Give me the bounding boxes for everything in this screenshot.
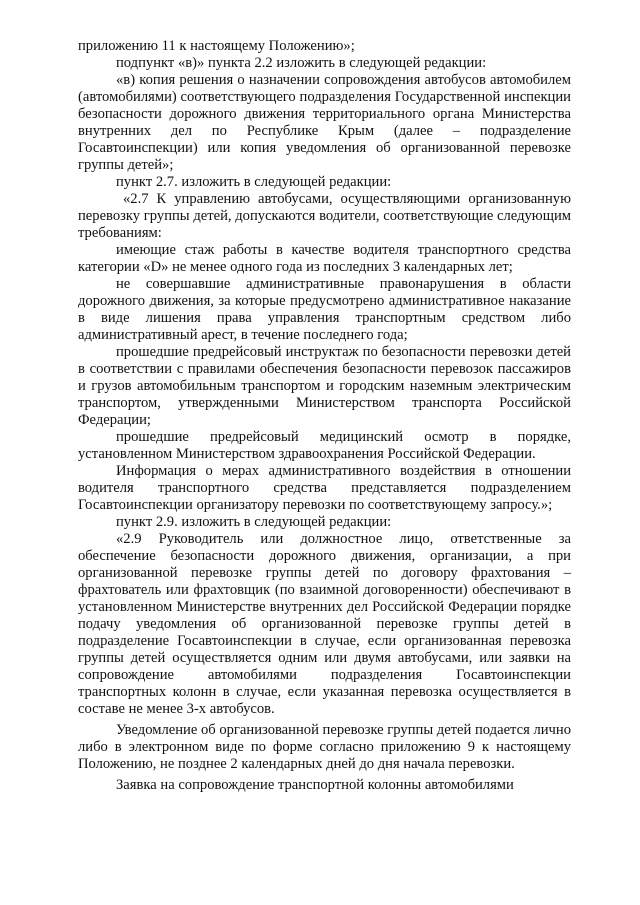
paragraph-requirement-briefing: прошедшие предрейсовый инструктаж по безопасности перевозки детей в соответствии с правилами обеспечения безопасности перевозок пассажиров и грузов автомобильным транспортом и городским наземным электрическим транспортом, утвержденными Министерством транспорта Российской Федерации; xyxy=(78,344,571,428)
paragraph-escort-request: Заявка на сопровождение транспортной колонны автомобилями xyxy=(116,777,514,793)
paragraph-requirement-experience: имеющие стаж работы в качестве водителя транспортного средства категории «D» не менее одного года из последних 3 календарных лет; xyxy=(78,242,571,275)
paragraph-appendix-ref: приложению 11 к настоящему Положению»; xyxy=(78,38,355,54)
paragraph-requirement-no-violations: не совершавшие административные правонарушения в области дорожного движения, за которые предусмотрено административное наказание в виде лишения права управления транспортным средством либо административный арест, в течение последнего года; xyxy=(78,276,571,343)
paragraph-point-2-9-intro: пункт 2.9. изложить в следующей редакции: xyxy=(116,514,392,530)
paragraph-information-measures: Информация о мерах административного воздействия в отношении водителя транспортного средства представляется подразделением Госавтоинспекции организатору перевозки по соответствующему запросу.»; xyxy=(78,463,571,513)
paragraph-point-2-9-text: «2.9 Руководитель или должностное лицо, ответственные за обеспечение безопасности дорожного движения, организации, а при организованной перевозке группы детей по договору фрахтования – фрахтователь или фрахтовщик (по взаимной договоренности) обеспечивают в установленном Министерстве внутренних дел Российской Федерации порядке подачу уведомления об организованной перевозке группы детей в подразделение Госавтоинспекции в случае, если организованная перевозка группы детей осуществляется одним или двумя автобусами, или заявки на сопровождение автомобилями подразделения Госавтоинспекции транспортных колонн в случае, если указанная перевозка осуществляется в составе не менее 3-х автобусов. xyxy=(78,531,571,717)
paragraph-subpoint-v-intro: подпункт «в)» пункта 2.2 изложить в следующей редакции: xyxy=(116,55,487,71)
paragraph-subpoint-v-text: «в) копия решения о назначении сопровождения автобусов автомобилем (автомобилями) соответствующего подразделения Государственной инспекции безопасности дорожного движения территориального органа Министерства внутренних дел по Республике Крым (далее – подразделение Госавтоинспекции) или копия уведомления об организованной перевозке группы детей»; xyxy=(78,72,571,173)
paragraph-point-2-7-text: «2.7 К управлению автобусами, осуществляющими организованную перевозку группы детей, допускаются водители, соответствующие следующим требованиям: xyxy=(78,191,571,241)
document-body xyxy=(78,38,571,794)
paragraph-point-2-7-intro: пункт 2.7. изложить в следующей редакции: xyxy=(116,174,392,190)
paragraph-requirement-medical: прошедшие предрейсовый медицинский осмотр в порядке, установленном Министерством здравоохранения Российской Федерации. xyxy=(78,429,571,462)
paragraph-notification: Уведомление об организованной перевозке группы детей подается лично либо в электронном виде по форме согласно приложению 9 к настоящему Положению, не позднее 2 календарных дней до дня начала перевозки. xyxy=(78,722,571,772)
